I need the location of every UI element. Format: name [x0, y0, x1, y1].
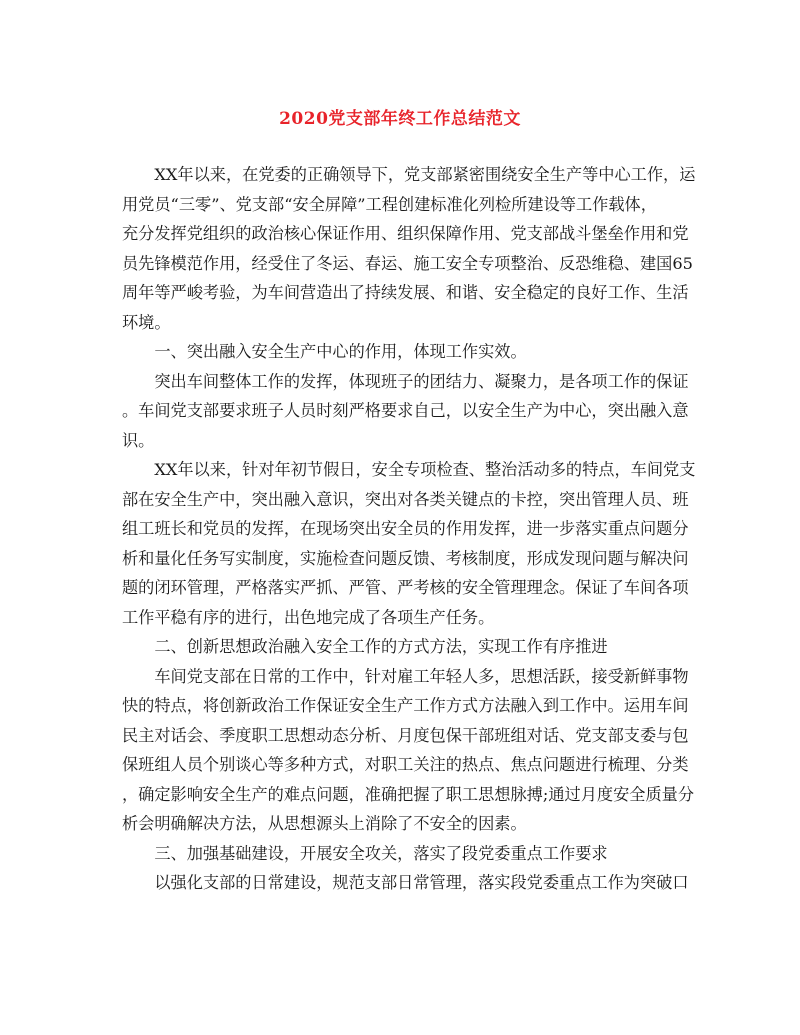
body-line: ，确定影响安全生产的难点问题，准确把握了职工思想脉搏;通过月度安全质量分	[122, 784, 695, 804]
body-line: 工作平稳有序的进行，出色地完成了各项生产任务。	[122, 607, 495, 627]
document-title: 2020党支部年终工作总结范文	[279, 109, 521, 129]
body-line: 环境。	[122, 312, 171, 332]
body-line: 组工班长和党员的发挥，在现场突出安全员的作用发挥，进一步落实重点问题分	[122, 519, 689, 538]
body-line: 析会明确解决方法，从思想源头上消除了不安全的因素。	[122, 814, 527, 833]
body-line: 充分发挥党组织的政治核心保证作用、组织保障作用、党支部战斗堡垒作用和党	[122, 224, 689, 243]
body-line: 突出车间整体工作的发挥，体现班子的团结力、凝聚力，是各项工作的保证	[122, 371, 689, 391]
body-line: XX年以来，在党委的正确领导下，党支部紧密围绕安全生产等中心工作，运	[122, 165, 696, 184]
body-line: 题的闭环管理，严格落实严抓、严管、严考核的安全管理理念。保证了车间各项	[122, 578, 689, 597]
body-line: 部在安全生产中，突出融入意识，突出对各类关键点的卡控，突出管理人员、班	[122, 489, 689, 509]
body-line: 用党员“三零”、党支部“安全屏障”工程创建标准化列检所建设等工作载体，	[122, 194, 657, 214]
body-line: 。车间党支部要求班子人员时刻严格要求自己，以安全生产为中心，突出融入意	[122, 401, 689, 420]
body-line: 三、加强基础建设，开展安全攻关，落实了段党委重点工作要求	[122, 843, 608, 863]
body-line: XX年以来，针对年初节假日，安全专项检查、整治活动多的特点，车间党支	[122, 460, 696, 479]
body-line: 员先锋模范作用，经受住了冬运、春运、施工安全专项整治、反恐维稳、建国65	[122, 253, 693, 273]
body-line: 周年等严峻考验，为车间营造出了持续发展、和谐、安全稳定的良好工作、生活	[122, 283, 689, 302]
body-line: 以强化支部的日常建设，规范支部日常管理，落实段党委重点工作为突破口	[122, 873, 689, 892]
body-line: 一、突出融入安全生产中心的作用，体现工作实效。	[122, 342, 527, 361]
document-body	[122, 160, 696, 898]
body-line: 车间党支部在日常的工作中，针对雇工年轻人多，思想活跃，接受新鲜事物	[122, 666, 689, 686]
body-line: 识。	[122, 430, 155, 450]
body-line: 快的特点，将创新政治工作保证安全生产工作方式方法融入到工作中。运用车间	[122, 696, 689, 715]
body-line: 二、创新思想政治融入安全工作的方式方法，实现工作有序推进	[122, 637, 608, 656]
body-line: 析和量化任务写实制度，实施检查问题反馈、考核制度，形成发现问题与解决问	[122, 548, 689, 568]
body-line: 保班组人员个别谈心等多种方式，对职工关注的热点、焦点问题进行梳理、分类	[122, 755, 689, 774]
body-line: 民主对话会、季度职工思想动态分析、月度包保干部班组对话、党支部支委与包	[122, 725, 689, 745]
